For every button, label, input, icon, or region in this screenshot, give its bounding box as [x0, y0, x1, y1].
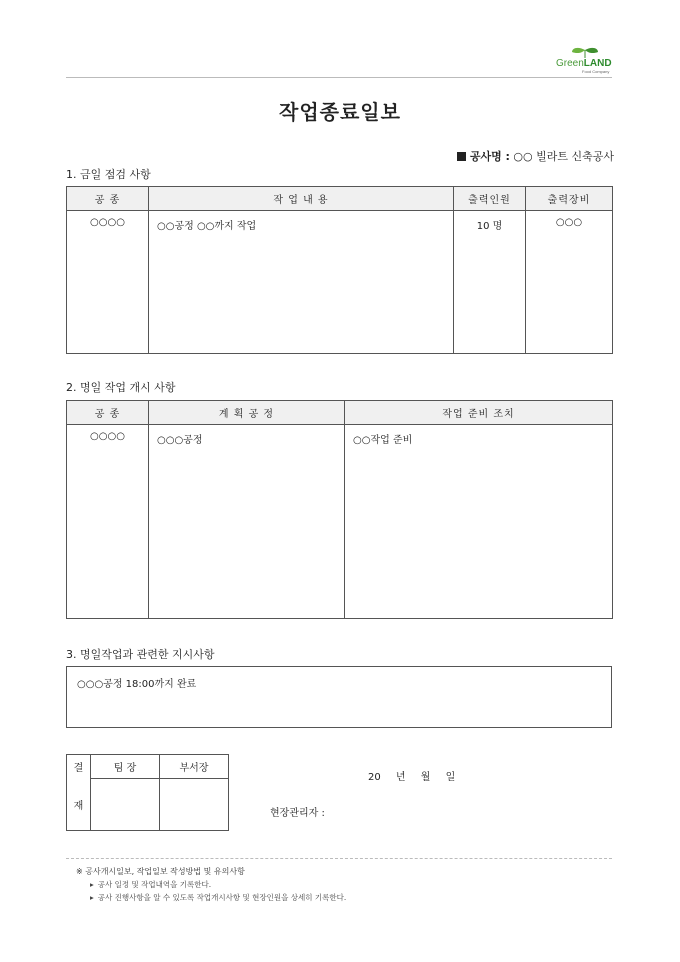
approval-header-dept: 부서장	[160, 755, 229, 779]
square-bullet-icon	[457, 152, 466, 161]
table-cell: ○○○	[526, 211, 613, 354]
table-header: 계 획 공 정	[149, 401, 345, 425]
approval-table	[66, 754, 229, 831]
notes-title: ※ 공사개시일보, 작업일보 작성방법 및 유의사항	[76, 867, 245, 876]
table-header: 작 업 내 용	[149, 187, 454, 211]
site-manager-label: 현장관리자 :	[270, 808, 325, 819]
section2-table	[66, 400, 613, 619]
logo-subtitle: Food Company	[582, 69, 610, 74]
table-cell: ○○○공정	[149, 425, 345, 619]
section2-heading: 2. 명일 작업 개시 사항	[66, 381, 176, 394]
approval-side-top: 결	[67, 755, 91, 779]
project-name	[457, 148, 614, 164]
table-cell: ○○○○	[67, 211, 149, 354]
section3-heading: 3. 명일작업과 관련한 지시사항	[66, 648, 215, 661]
project-label: 공사명 :	[469, 150, 510, 163]
table-row	[67, 211, 613, 354]
project-value: ○○ 빌라트 신축공사	[513, 150, 614, 163]
table-cell: 10 명	[454, 211, 526, 354]
header-divider	[66, 77, 612, 78]
note-item: ▸ 공사 진행사항을 알 수 있도록 작업개시사항 및 현장인원을 상세히 기록한다.	[90, 892, 346, 903]
logo-text: GreenLAND	[556, 58, 612, 69]
notes-divider	[66, 858, 612, 859]
table-cell: ○○공정 ○○까지 작업	[149, 211, 454, 354]
table-header: 공 종	[67, 187, 149, 211]
page-title: 작업종료일보	[279, 100, 401, 124]
instruction-box	[66, 666, 612, 728]
table-header: 공 종	[67, 401, 149, 425]
approval-header-team: 팀 장	[91, 755, 160, 779]
table-header: 출력인원	[454, 187, 526, 211]
signature-box-dept[interactable]	[160, 779, 229, 831]
table-header: 출력장비	[526, 187, 613, 211]
table-row	[67, 425, 613, 619]
section1-heading: 1. 금일 점검 사항	[66, 168, 151, 181]
section1-table	[66, 186, 613, 354]
table-cell: ○○○○	[67, 425, 149, 619]
approval-side-bottom: 재	[67, 779, 91, 831]
date-line: 20 년 월 일	[368, 772, 456, 783]
instruction-text: ○○○공정 18:00까지 완료	[77, 679, 197, 690]
note-item: ▸ 공사 일정 및 작업내역을 기록한다.	[90, 879, 211, 890]
signature-box-team[interactable]	[91, 779, 160, 831]
table-header: 작업 준비 조치	[345, 401, 613, 425]
table-cell: ○○작업 준비	[345, 425, 613, 619]
